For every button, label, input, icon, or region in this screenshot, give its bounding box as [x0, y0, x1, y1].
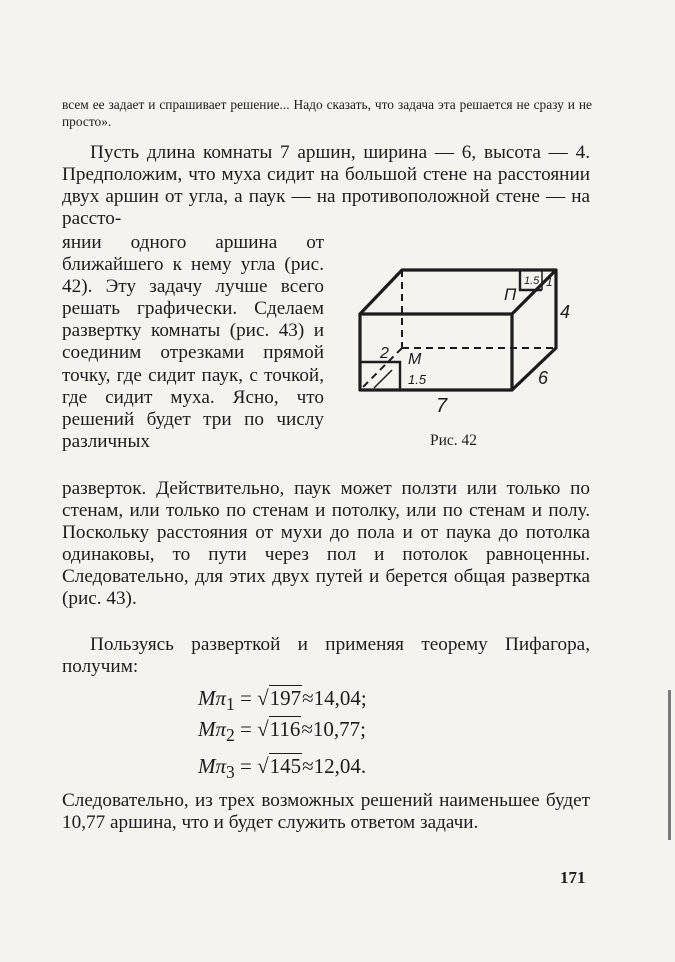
formula-3: $M\pi_3 = √145\approx 12,04$. — [198, 754, 367, 783]
paragraph-problem-setup: Пусть длина комнаты 7 аршин, ширина — 6, высота — 4. Предположим, что муха сидит на большой стене на расстоянии двух аршин от угла, а паук — на противоположной стене — на рассто- — [62, 142, 590, 230]
label-fly-distance: 2 — [380, 345, 389, 362]
label-height: 4 — [560, 302, 571, 322]
room-box-diagram — [352, 262, 580, 422]
formula-1: $M\pi_1 = √197\approx 14,04$; — [198, 686, 367, 715]
paragraph-wrapped-text: янии одного аршина от ближайшего к нему угла (рис. 42). Эту задачу лучше всего решать графически. Сделаем развертку комнаты (рис. 43) и соединим отрезками прямой точку, где сидит паук, с точкой, где сидит муха. Ясно, что решений будет три по числу различных — [62, 232, 324, 452]
formula-2: $M\pi_2 = √116\approx 10,77$; — [198, 717, 366, 746]
label-spider: П — [504, 285, 517, 304]
label-fly-height: 1.5 — [408, 372, 427, 387]
label-length: 7 — [436, 395, 448, 417]
label-fly: M — [408, 351, 422, 368]
paragraph-conclusion: Следовательно, из трех возможных решений наименьшее будет 10,77 аршина, что и будет служить ответом задачи. — [62, 790, 590, 834]
paragraph-pythagoras: Пользуясь разверткой и применяя теорему Пифагора, получим: — [62, 634, 590, 678]
label-spider-top: 1.5 — [524, 275, 540, 287]
page-edge-shadow — [668, 690, 671, 840]
fly-position-lines — [360, 362, 400, 390]
label-spider-side: 1 — [546, 275, 553, 289]
figure-caption: Рис. 42 — [430, 432, 478, 449]
paragraph-unfolding-explanation: разверток. Действительно, паук может ползти или только по стенам, или только по стенам и потолку, или по стенам и полу. Поскольку расстояния от мухи до пола и от паука до потолка одинаковы, то пути через пол и потолок равноценны. Следовательно, для этих двух путей и берется общая развертка (рис. 43). — [62, 478, 590, 610]
quote-ending: всем ее задает и спрашивает решение... Надо сказать, что задача эта решается не сразу и не просто». — [62, 97, 592, 129]
label-width: 6 — [538, 368, 549, 388]
page-number: 171 — [560, 868, 586, 887]
